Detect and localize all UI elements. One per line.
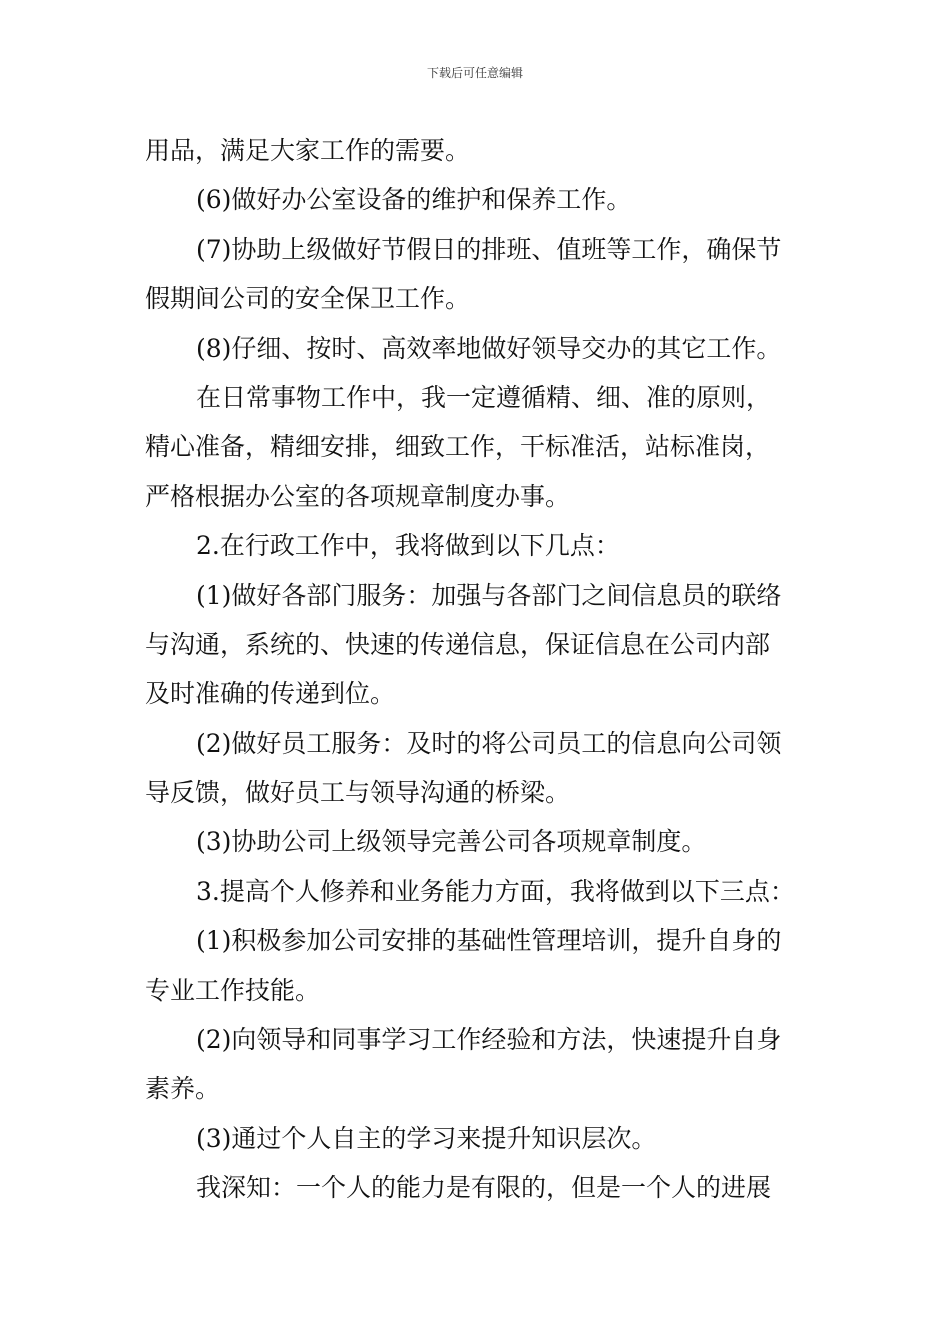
- text-line: 在日常事物工作中，我一定遵循精、细、准的原则，: [196, 382, 772, 412]
- text-line: (1)积极参加公司安排的基础性管理培训，提升自身的: [196, 926, 782, 956]
- text-line: 严格根据办公室的各项规章制度办事。: [145, 481, 571, 511]
- text-line: 2.在行政工作中，我将做到以下几点：: [196, 531, 620, 561]
- text-line: 导反馈，做好员工与领导沟通的桥梁。: [145, 778, 571, 808]
- text-line: 专业工作技能。: [145, 975, 321, 1005]
- document-body: [145, 126, 810, 1213]
- text-line: (3)协助公司上级领导完善公司各项规章制度。: [196, 827, 707, 857]
- text-line: 精心准备，精细安排，细致工作，干标准活，站标准岗，: [145, 432, 771, 462]
- text-line: 假期间公司的安全保卫工作。: [145, 284, 471, 314]
- text-line: (6)做好办公室设备的维护和保养工作。: [196, 185, 632, 215]
- text-line: (2)向领导和同事学习工作经验和方法，快速提升自身: [196, 1025, 782, 1055]
- text-line: 用品，满足大家工作的需要。: [145, 136, 471, 165]
- text-line: (7)协助上级做好节假日的排班、值班等工作，确保节: [196, 234, 782, 264]
- text-line: 及时准确的传递到位。: [145, 679, 396, 709]
- text-line: (1)做好各部门服务：加强与各部门之间信息员的联络: [196, 580, 782, 610]
- text-line: 3.提高个人修养和业务能力方面，我将做到以下三点：: [196, 876, 795, 906]
- page-header: 下载后可任意编辑: [426, 66, 523, 80]
- text-line: (8)仔细、按时、高效率地做好领导交办的其它工作。: [196, 333, 782, 363]
- text-line: (2)做好员工服务：及时的将公司员工的信息向公司领: [196, 728, 782, 758]
- text-line: 与沟通，系统的、快速的传递信息，保证信息在公司内部: [145, 629, 771, 659]
- text-line: 素养。: [145, 1074, 221, 1104]
- text-line: 我深知：一个人的能力是有限的，但是一个人的进展: [196, 1173, 772, 1203]
- text-line: (3)通过个人自主的学习来提升知识层次。: [196, 1123, 657, 1153]
